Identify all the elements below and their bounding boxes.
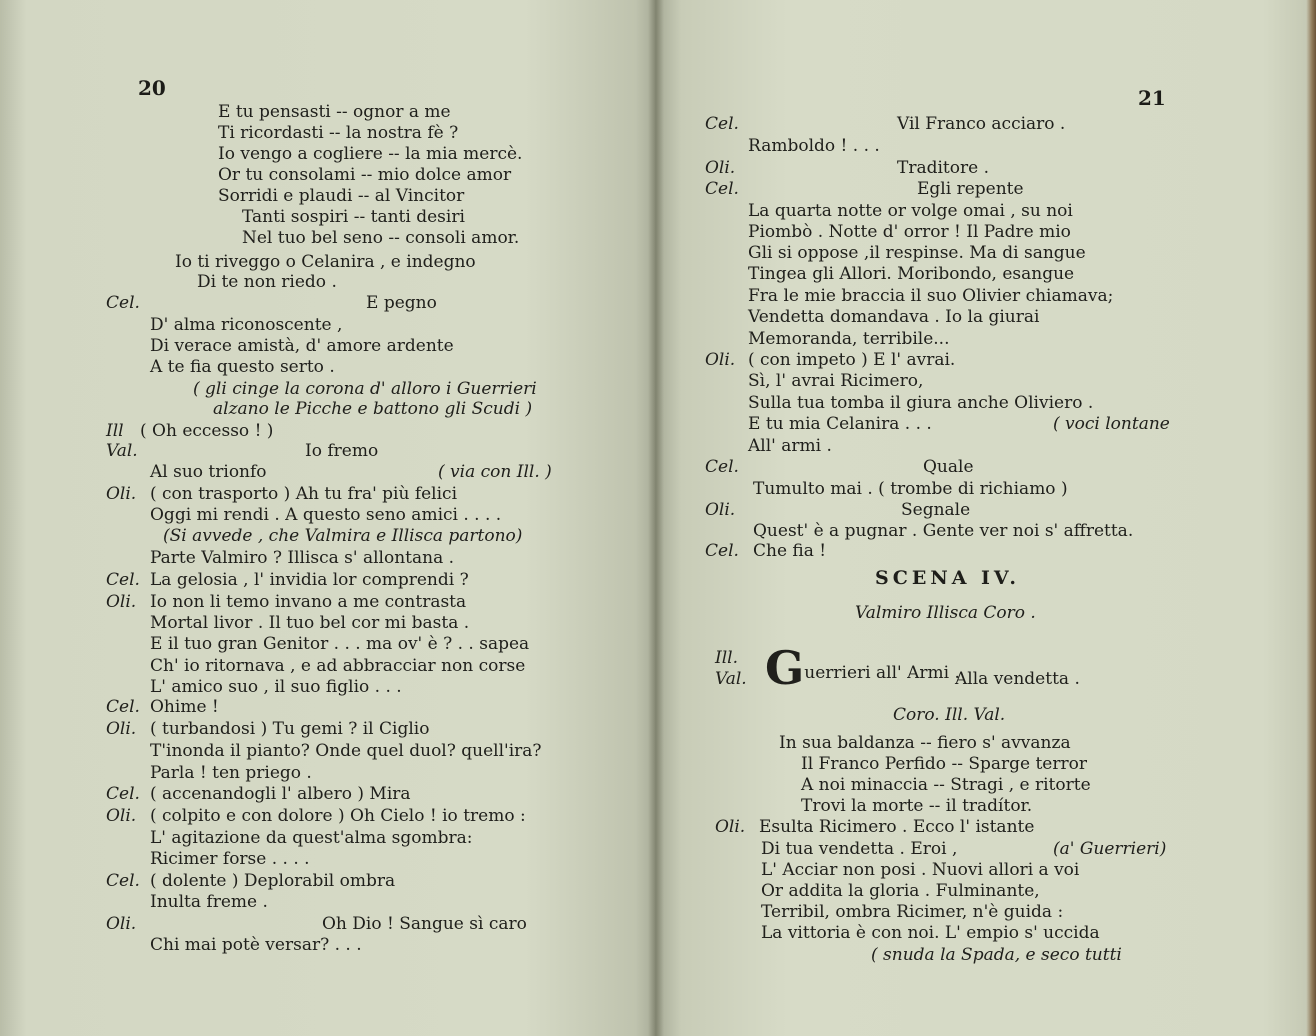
verse-line: Io vengo a cogliere -- la mia mercè. <box>218 144 523 164</box>
verse-line: Al suo trionfo <box>150 462 267 482</box>
verse-line: Parla ! ten priego . <box>150 763 312 783</box>
verse-line: Gli si oppose ,il respinse. Ma di sangue <box>748 243 1086 263</box>
speaker-label: Cel. <box>705 114 739 134</box>
verse-line: Esulta Ricimero . Ecco l' istante <box>759 817 1035 837</box>
verse-line: Di tua vendetta . Eroi , <box>761 839 958 859</box>
verse-line: Sì, l' avrai Ricimero, <box>748 371 924 391</box>
verse-line: Vendetta domandava . Io la giurai <box>748 307 1040 327</box>
speaker-label: Cel. <box>705 541 739 561</box>
verse-line: ( colpito e con dolore ) Oh Cielo ! io tremo : <box>150 806 526 826</box>
verse-line: D' alma riconoscente , <box>150 315 343 335</box>
verse-line: Io non li temo invano a me contrasta <box>150 592 467 612</box>
verse-line: A te fia questo serto . <box>150 357 335 377</box>
verse-line: (a' Guerrieri) <box>1053 839 1167 859</box>
verse-line: Segnale <box>901 500 971 520</box>
verse-line: Oggi mi rendi . A questo seno amici . . . . <box>150 505 502 525</box>
verse-line: Egli repente <box>917 179 1024 199</box>
verse-line: All' armi . <box>748 436 832 456</box>
verse-line: Trovi la morte -- il tradítor. <box>801 796 1033 816</box>
verse-line: Or addita la gloria . Fulminante, <box>761 881 1040 901</box>
verse-line: La quarta notte or volge omai , su noi <box>748 201 1073 221</box>
page-number: 20 <box>138 76 166 100</box>
verse-line: Memoranda, terribile... <box>748 329 950 349</box>
verse-line: ( accenandogli l' albero ) Mira <box>150 784 411 804</box>
verse-line: ( voci lontane <box>1053 414 1170 434</box>
verse-line: Ch' io ritornava , e ad abbracciar non corse <box>150 656 526 676</box>
verse-line: Or tu consolami -- mio dolce amor <box>218 165 512 185</box>
verse-line: In sua baldanza -- fiero s' avvanza <box>779 733 1071 753</box>
verse-line: Vil Franco acciaro . <box>897 114 1066 134</box>
speaker-label: Oli. <box>106 914 137 934</box>
verse-line: E tu mia Celanira . . . <box>748 414 932 434</box>
verse-line: Alla vendetta . <box>955 669 1080 689</box>
verse-line: Sulla tua tomba il giura anche Oliviero . <box>748 393 1094 413</box>
verse-line: Ricimer forse . . . . <box>150 849 310 869</box>
verse-line: Tumulto mai . ( trombe di richiamo ) <box>753 479 1068 499</box>
verse-line: Piombò . Notte d' orror ! Il Padre mio <box>748 222 1071 242</box>
verse-line: Io fremo <box>305 441 379 461</box>
verse-line: Inulta freme . <box>150 892 268 912</box>
verse-line: ( con trasporto ) Ah tu fra' più felici <box>150 484 458 504</box>
speaker-label: Oli. <box>106 484 137 504</box>
speaker-label: Ill. <box>715 648 738 668</box>
verse-line: Tanti sospiri -- tanti desiri <box>242 207 465 227</box>
verse-line: ( via con Ill. ) <box>438 462 552 482</box>
page-edge <box>1306 0 1316 1036</box>
verse-line: Oh Dio ! Sangue sì caro <box>322 914 527 934</box>
scene-heading: SCENA IV. <box>875 567 1020 589</box>
verse-line: ( gli cinge la corona d' alloro i Guerrieri <box>193 379 537 399</box>
verse-line: ( snuda la Spada, e seco tutti <box>871 945 1122 965</box>
speaker-label: Oli. <box>705 350 736 370</box>
verse-line: Nel tuo bel seno -- consoli amor. <box>242 228 520 248</box>
verse-line: Parte Valmiro ? Illisca s' allontana . <box>150 548 455 568</box>
verse-line: L' agitazione da quest'alma sgombra: <box>150 828 473 848</box>
speaker-label: Oli. <box>106 806 137 826</box>
verse-line: ( dolente ) Deplorabil ombra <box>150 871 396 891</box>
speaker-label: Oli. <box>106 592 137 612</box>
verse-line: La gelosia , l' invidia lor comprendi ? <box>150 570 469 590</box>
speaker-label: Oli. <box>715 817 746 837</box>
verse-line: Ohime ! <box>150 697 219 717</box>
verse-line: ( Oh eccesso ! ) <box>140 421 274 441</box>
scene-characters: Valmiro Illisca Coro . <box>855 603 1036 623</box>
right-page <box>655 0 1316 1036</box>
speaker-label: Cel. <box>106 871 140 891</box>
speaker-label: Cel. <box>106 293 140 313</box>
verse-line: A noi minaccia -- Stragi , e ritorte <box>801 775 1091 795</box>
verse-line: ( con impeto ) E l' avrai. <box>748 350 956 370</box>
speaker-label: Cel. <box>106 570 140 590</box>
verse-line: Io ti riveggo o Celanira , e indegno <box>175 252 476 272</box>
speaker-label: Oli. <box>705 158 736 178</box>
verse-line: Fra le mie braccia il suo Olivier chiamava; <box>748 286 1114 306</box>
verse-line: L' amico suo , il suo figlio . . . <box>150 677 402 697</box>
page-number: 21 <box>1138 86 1166 110</box>
speaker-label: Val. <box>106 441 138 461</box>
verse-line: Di verace amistà, d' amore ardente <box>150 336 454 356</box>
verse-line: Traditore . <box>897 158 989 178</box>
verse-line: L' Acciar non posi . Nuovi allori a voi <box>761 860 1080 880</box>
verse-line: Quest' è a pugnar . Gente ver noi s' affretta. <box>753 521 1134 541</box>
verse-line: Mortal livor . Il tuo bel cor mi basta . <box>150 613 470 633</box>
verse-line: E tu pensasti -- ognor a me <box>218 102 451 122</box>
verse-line: Di te non riedo . <box>197 272 337 292</box>
speaker-label: Cel. <box>106 697 140 717</box>
verse-line: alzano le Picche e battono gli Scudi ) <box>213 399 533 419</box>
verse-line: Chi mai potè versar? . . . <box>150 935 362 955</box>
speaker-label: Cel. <box>705 457 739 477</box>
verse-line: La vittoria è con noi. L' empio s' uccida <box>761 923 1100 943</box>
verse-line: Terribil, ombra Ricimer, n'è guida : <box>761 902 1064 922</box>
verse-line: E pegno <box>366 293 437 313</box>
verse-line: T'inonda il pianto? Onde quel duol? quell'ira? <box>150 741 542 761</box>
verse-line: ( turbandosi ) Tu gemi ? il Ciglio <box>150 719 430 739</box>
verse-line: Che fia ! <box>753 541 827 561</box>
speaker-label: Oli. <box>705 500 736 520</box>
verse-line: Quale <box>923 457 974 477</box>
speaker-label: Val. <box>715 669 747 689</box>
gutter-shadow <box>648 0 664 1036</box>
verse-line: (Si avvede , che Valmira e Illisca partono) <box>163 526 523 546</box>
speaker-label: Oli. <box>106 719 137 739</box>
verse-line: Sorridi e plaudi -- al Vincitor <box>218 186 465 206</box>
drop-cap: G <box>765 641 805 695</box>
speaker-label: Cel. <box>705 179 739 199</box>
verse-line: Ramboldo ! . . . <box>748 136 880 156</box>
verse-line: Ti ricordasti -- la nostra fè ? <box>218 123 459 143</box>
speaker-label: Ill <box>106 421 124 441</box>
left-page <box>0 0 655 1036</box>
speaker-label: Cel. <box>106 784 140 804</box>
verse-line: Guerrieri all' Armi . <box>765 641 960 695</box>
verse-line: Coro. Ill. Val. <box>893 705 1006 725</box>
verse-line: Tingea gli Allori. Moribondo, esangue <box>748 264 1075 284</box>
verse-line: Il Franco Perfido -- Sparge terror <box>801 754 1087 774</box>
verse-line: E il tuo gran Genitor . . . ma ov' è ? . . sapea <box>150 634 530 654</box>
